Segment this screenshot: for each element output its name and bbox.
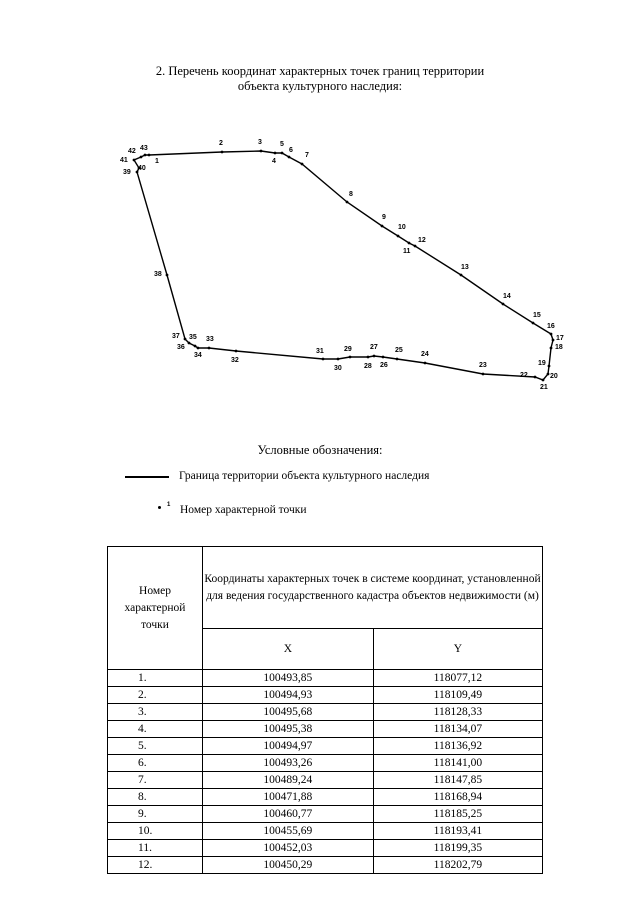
document-title — [0, 64, 640, 94]
table-row — [108, 721, 543, 738]
row-x: 100493,85 — [203, 670, 374, 687]
table-row — [108, 670, 543, 687]
legend-point-number-sample: 1 — [167, 502, 171, 508]
row-number: 3. — [108, 704, 203, 721]
row-y: 118147,85 — [373, 772, 542, 789]
boundary-point-label: 6 — [289, 147, 293, 154]
table-row — [108, 806, 543, 823]
boundary-point-dot — [367, 356, 370, 359]
row-number: 1. — [108, 670, 203, 687]
boundary-point-label: 24 — [421, 351, 429, 358]
boundary-point-dot — [532, 322, 535, 325]
boundary-point-label: 23 — [479, 362, 487, 369]
boundary-point-dot — [502, 303, 505, 306]
boundary-point-label: 4 — [272, 158, 276, 165]
boundary-point-label: 43 — [140, 145, 148, 152]
boundary-point-label: 13 — [461, 264, 469, 271]
boundary-point-dot — [281, 152, 284, 155]
coordinates-table — [107, 546, 543, 874]
row-y: 118185,25 — [373, 806, 542, 823]
boundary-point-label: 35 — [189, 334, 197, 341]
boundary-point-label: 12 — [418, 237, 426, 244]
boundary-point-label: 3 — [258, 139, 262, 146]
row-number: 11. — [108, 840, 203, 857]
boundary-point-dot — [550, 333, 553, 336]
boundary-plan — [0, 130, 640, 400]
boundary-point-dot — [301, 163, 304, 166]
boundary-point-dot — [337, 358, 340, 361]
boundary-point-dot — [208, 347, 211, 350]
boundary-point-label: 7 — [305, 152, 309, 159]
header-y: Y — [373, 629, 542, 670]
row-y: 118202,79 — [373, 857, 542, 874]
boundary-point-label: 33 — [206, 336, 214, 343]
boundary-point-dot — [188, 342, 191, 345]
row-number: 8. — [108, 789, 203, 806]
boundary-point-dot — [221, 151, 224, 154]
boundary-point-label: 38 — [154, 271, 162, 278]
legend-boundary-line-sample — [125, 476, 169, 478]
boundary-point-label: 14 — [503, 293, 511, 300]
row-x: 100494,97 — [203, 738, 374, 755]
boundary-point-label: 42 — [128, 148, 136, 155]
boundary-point-dot — [382, 356, 385, 359]
boundary-point-dot — [260, 150, 263, 153]
title-line-1: 2. Перечень координат характерных точек границ территории — [155, 64, 485, 78]
boundary-point-label: 40 — [138, 165, 146, 172]
row-x: 100493,26 — [203, 755, 374, 772]
table-row — [108, 738, 543, 755]
row-number: 5. — [108, 738, 203, 755]
boundary-point-label: 18 — [555, 344, 563, 351]
row-y: 118193,41 — [373, 823, 542, 840]
boundary-point-label: 30 — [334, 365, 342, 372]
boundary-point-label: 27 — [370, 344, 378, 351]
boundary-point-dot — [148, 154, 151, 157]
row-y: 118128,33 — [373, 704, 542, 721]
legend-title: Условные обозначения: — [257, 443, 383, 457]
table-row — [108, 857, 543, 874]
header-point-number: Номер характерной точки — [108, 547, 203, 670]
boundary-point-dot — [274, 152, 277, 155]
row-y: 118141,00 — [373, 755, 542, 772]
boundary-point-label: 2 — [219, 140, 223, 147]
boundary-point-label: 21 — [540, 384, 548, 391]
boundary-point-dot — [235, 350, 238, 353]
row-x: 100495,38 — [203, 721, 374, 738]
row-number: 10. — [108, 823, 203, 840]
row-y: 118199,35 — [373, 840, 542, 857]
boundary-point-dot — [534, 376, 537, 379]
legend-point-label: Номер характерной точки — [180, 504, 307, 516]
row-x: 100455,69 — [203, 823, 374, 840]
boundary-point-dot — [482, 373, 485, 376]
boundary-point-dot — [414, 245, 417, 248]
row-x: 100489,24 — [203, 772, 374, 789]
row-y: 118109,49 — [373, 687, 542, 704]
boundary-point-dot — [288, 156, 291, 159]
row-y: 118136,92 — [373, 738, 542, 755]
row-y: 118134,07 — [373, 721, 542, 738]
boundary-point-label: 36 — [177, 344, 185, 351]
boundary-point-label: 15 — [533, 312, 541, 319]
row-y: 118077,12 — [373, 670, 542, 687]
boundary-point-label: 1 — [155, 158, 159, 165]
table-row — [108, 789, 543, 806]
row-number: 9. — [108, 806, 203, 823]
boundary-point-dot — [184, 338, 187, 341]
boundary-point-dot — [547, 373, 550, 376]
boundary-point-label: 34 — [194, 352, 202, 359]
header-coordinates: Координаты характерных точек в системе координат, установленной для ведения государственного кадастра объектов недвижимости (м) — [203, 547, 543, 629]
boundary-point-dot — [133, 159, 136, 162]
row-x: 100471,88 — [203, 789, 374, 806]
table-row — [108, 772, 543, 789]
table-row — [108, 755, 543, 772]
boundary-point-label: 8 — [349, 191, 353, 198]
boundary-point-dot — [542, 379, 545, 382]
row-number: 12. — [108, 857, 203, 874]
boundary-point-label: 26 — [380, 362, 388, 369]
boundary-point-dot — [408, 242, 411, 245]
row-number: 4. — [108, 721, 203, 738]
boundary-point-dot — [460, 274, 463, 277]
boundary-point-dot — [548, 365, 551, 368]
boundary-point-dot — [144, 154, 147, 157]
boundary-point-label: 29 — [344, 346, 352, 353]
boundary-point-dot — [346, 201, 349, 204]
row-x: 100450,29 — [203, 857, 374, 874]
boundary-point-dot — [397, 235, 400, 238]
row-x: 100495,68 — [203, 704, 374, 721]
boundary-point-label: 28 — [364, 363, 372, 370]
boundary-point-dot — [424, 362, 427, 365]
row-x: 100452,03 — [203, 840, 374, 857]
boundary-point-dot — [349, 356, 352, 359]
boundary-point-dot — [140, 156, 143, 159]
boundary-point-dot — [194, 345, 197, 348]
boundary-point-label: 41 — [120, 157, 128, 164]
table-row — [108, 823, 543, 840]
boundary-point-label: 20 — [550, 373, 558, 380]
boundary-point-label: 31 — [316, 348, 324, 355]
legend-boundary-label: Граница территории объекта культурного наследия — [179, 470, 430, 482]
boundary-point-label: 25 — [395, 347, 403, 354]
row-number: 6. — [108, 755, 203, 772]
boundary-point-label: 17 — [556, 335, 564, 342]
boundary-point-dot — [197, 347, 200, 350]
boundary-point-label: 9 — [382, 214, 386, 221]
boundary-point-dot — [550, 347, 553, 350]
row-y: 118168,94 — [373, 789, 542, 806]
boundary-point-label: 5 — [280, 141, 284, 148]
boundary-point-label: 32 — [231, 357, 239, 364]
boundary-point-label: 37 — [172, 333, 180, 340]
boundary-point-dot — [166, 274, 169, 277]
header-x: X — [203, 629, 374, 670]
boundary-point-label: 10 — [398, 224, 406, 231]
table-row — [108, 704, 543, 721]
boundary-point-dot — [552, 339, 555, 342]
legend-point-dot-sample — [158, 506, 161, 509]
row-x: 100494,93 — [203, 687, 374, 704]
table-row — [108, 687, 543, 704]
row-number: 2. — [108, 687, 203, 704]
boundary-point-dot — [396, 358, 399, 361]
boundary-point-label: 19 — [538, 360, 546, 367]
boundary-point-label: 39 — [123, 169, 131, 176]
boundary-point-label: 22 — [520, 372, 528, 379]
boundary-point-label: 16 — [547, 323, 555, 330]
boundary-point-dot — [381, 225, 384, 228]
row-x: 100460,77 — [203, 806, 374, 823]
boundary-point-label: 11 — [403, 248, 411, 255]
row-number: 7. — [108, 772, 203, 789]
boundary-point-dot — [373, 355, 376, 358]
title-line-2: объекта культурного наследия: — [237, 79, 403, 93]
table-row — [108, 840, 543, 857]
boundary-point-dot — [322, 358, 325, 361]
